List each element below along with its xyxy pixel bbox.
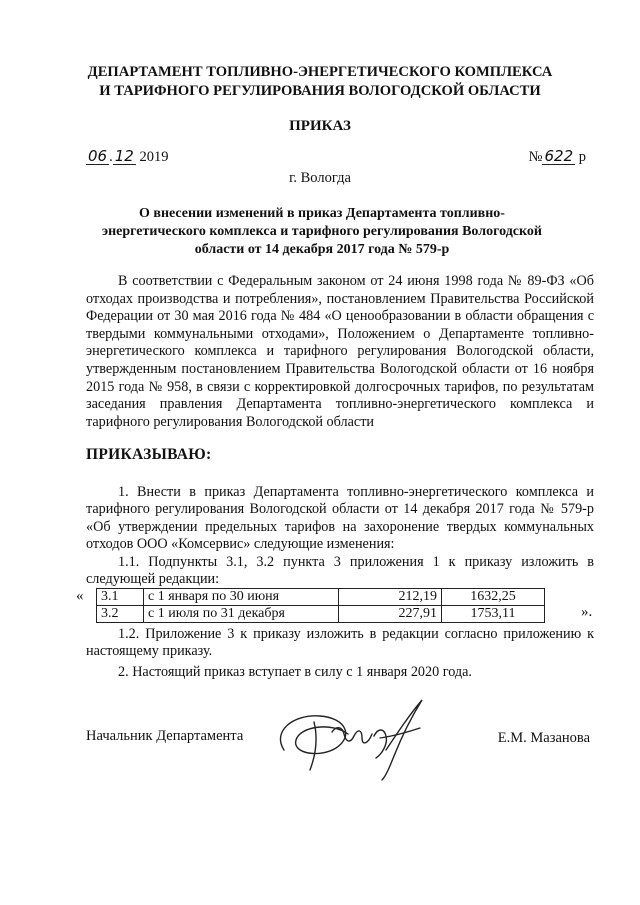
- document-city: г. Вологда: [289, 170, 351, 186]
- department-header: [60, 63, 580, 101]
- signatory-title: Начальник Департамента: [86, 728, 244, 744]
- subject-line-1: О внесении изменений в приказ Департамента топливно-: [139, 206, 505, 221]
- signatory-name: Е.М. Мазанова: [497, 730, 590, 746]
- table-row: [97, 606, 545, 623]
- document-date: 06 . 12 2019: [88, 147, 169, 165]
- tariff-table: [96, 588, 545, 623]
- document-type: ПРИКАЗ: [289, 118, 351, 134]
- document-number: [529, 148, 586, 166]
- preamble-paragraph: В соответствии с Федеральным законом от 24 июня 1998 года № 89-ФЗ «Об отходах производства и потребления», постановлением Правительства Российской Федерации от 30 мая 2016 года № 484 «О ценообразовании в области обращения с твердыми коммунальными отходами», Положением о Департаменте топливно-энергетического комплекса и тарифного регулирования Вологодской области, утвержденным постановлением Правительства Вологодской области от 16 ноября 2015 года № 958, в связи с корректировкой долгосрочных тарифов, по результатам заседания правления Департамента топливно-энергетического комплекса и тарифного регулирования Вологодской области: [86, 273, 594, 430]
- number-prefix: №: [528, 149, 543, 165]
- table-cell-code: 3.2: [97, 606, 144, 623]
- item-2-paragraph: 2. Настоящий приказ вступает в силу с 1 января 2020 года.: [118, 664, 472, 680]
- date-month: 12: [114, 147, 134, 165]
- tariff-block: [76, 588, 596, 624]
- header-line-2: И ТАРИФНОГО РЕГУЛИРОВАНИЯ ВОЛОГОДСКОЙ ОБЛАСТИ: [99, 83, 541, 99]
- number-suffix: р: [578, 149, 586, 165]
- date-year: 2019: [139, 149, 169, 165]
- table-cell-value-1: 227,91: [339, 606, 442, 623]
- date-day: 06: [88, 147, 108, 165]
- number-value: 622: [544, 147, 574, 165]
- table-cell-value-1: 212,19: [339, 589, 442, 606]
- document-subject: [92, 205, 552, 259]
- item-1-paragraph: 1. Внести в приказ Департамента топливно-энергетического комплекса и тарифного регулирования Вологодской области от 14 декабря 2017 года № 579-р «Об утверждении предельных тарифов на захоронение твердых коммунальных отходов ООО «Комсервис» следующие изменения:: [86, 484, 594, 553]
- handwritten-signature: [262, 692, 432, 782]
- item-1-2-paragraph: 1.2. Приложение 3 к приказу изложить в редакции согласно приложению к настоящему приказу.: [86, 626, 594, 660]
- table-cell-period: с 1 января по 30 июня: [144, 589, 339, 606]
- header-line-1: ДЕПАРТАМЕНТ ТОПЛИВНО-ЭНЕРГЕТИЧЕСКОГО КОМПЛЕКСА: [87, 64, 553, 80]
- table-cell-period: с 1 июля по 31 декабря: [144, 606, 339, 623]
- table-cell-code: 3.1: [97, 589, 144, 606]
- item-1-1-paragraph: 1.1. Подпункты 3.1, 3.2 пункта 3 приложения 1 к приказу изложить в следующей редакции:: [86, 554, 594, 588]
- order-word: ПРИКАЗЫВАЮ:: [86, 446, 212, 463]
- tariff-quote-open: «: [76, 588, 84, 604]
- subject-line-2: энергетического комплекса и тарифного регулирования Вологодской: [102, 224, 542, 239]
- table-cell-value-2: 1632,25: [442, 589, 545, 606]
- tariff-quote-close: ».: [581, 604, 593, 620]
- subject-line-3: области от 14 декабря 2017 года № 579-р: [194, 242, 450, 257]
- table-cell-value-2: 1753,11: [442, 606, 545, 623]
- table-row: [97, 589, 545, 606]
